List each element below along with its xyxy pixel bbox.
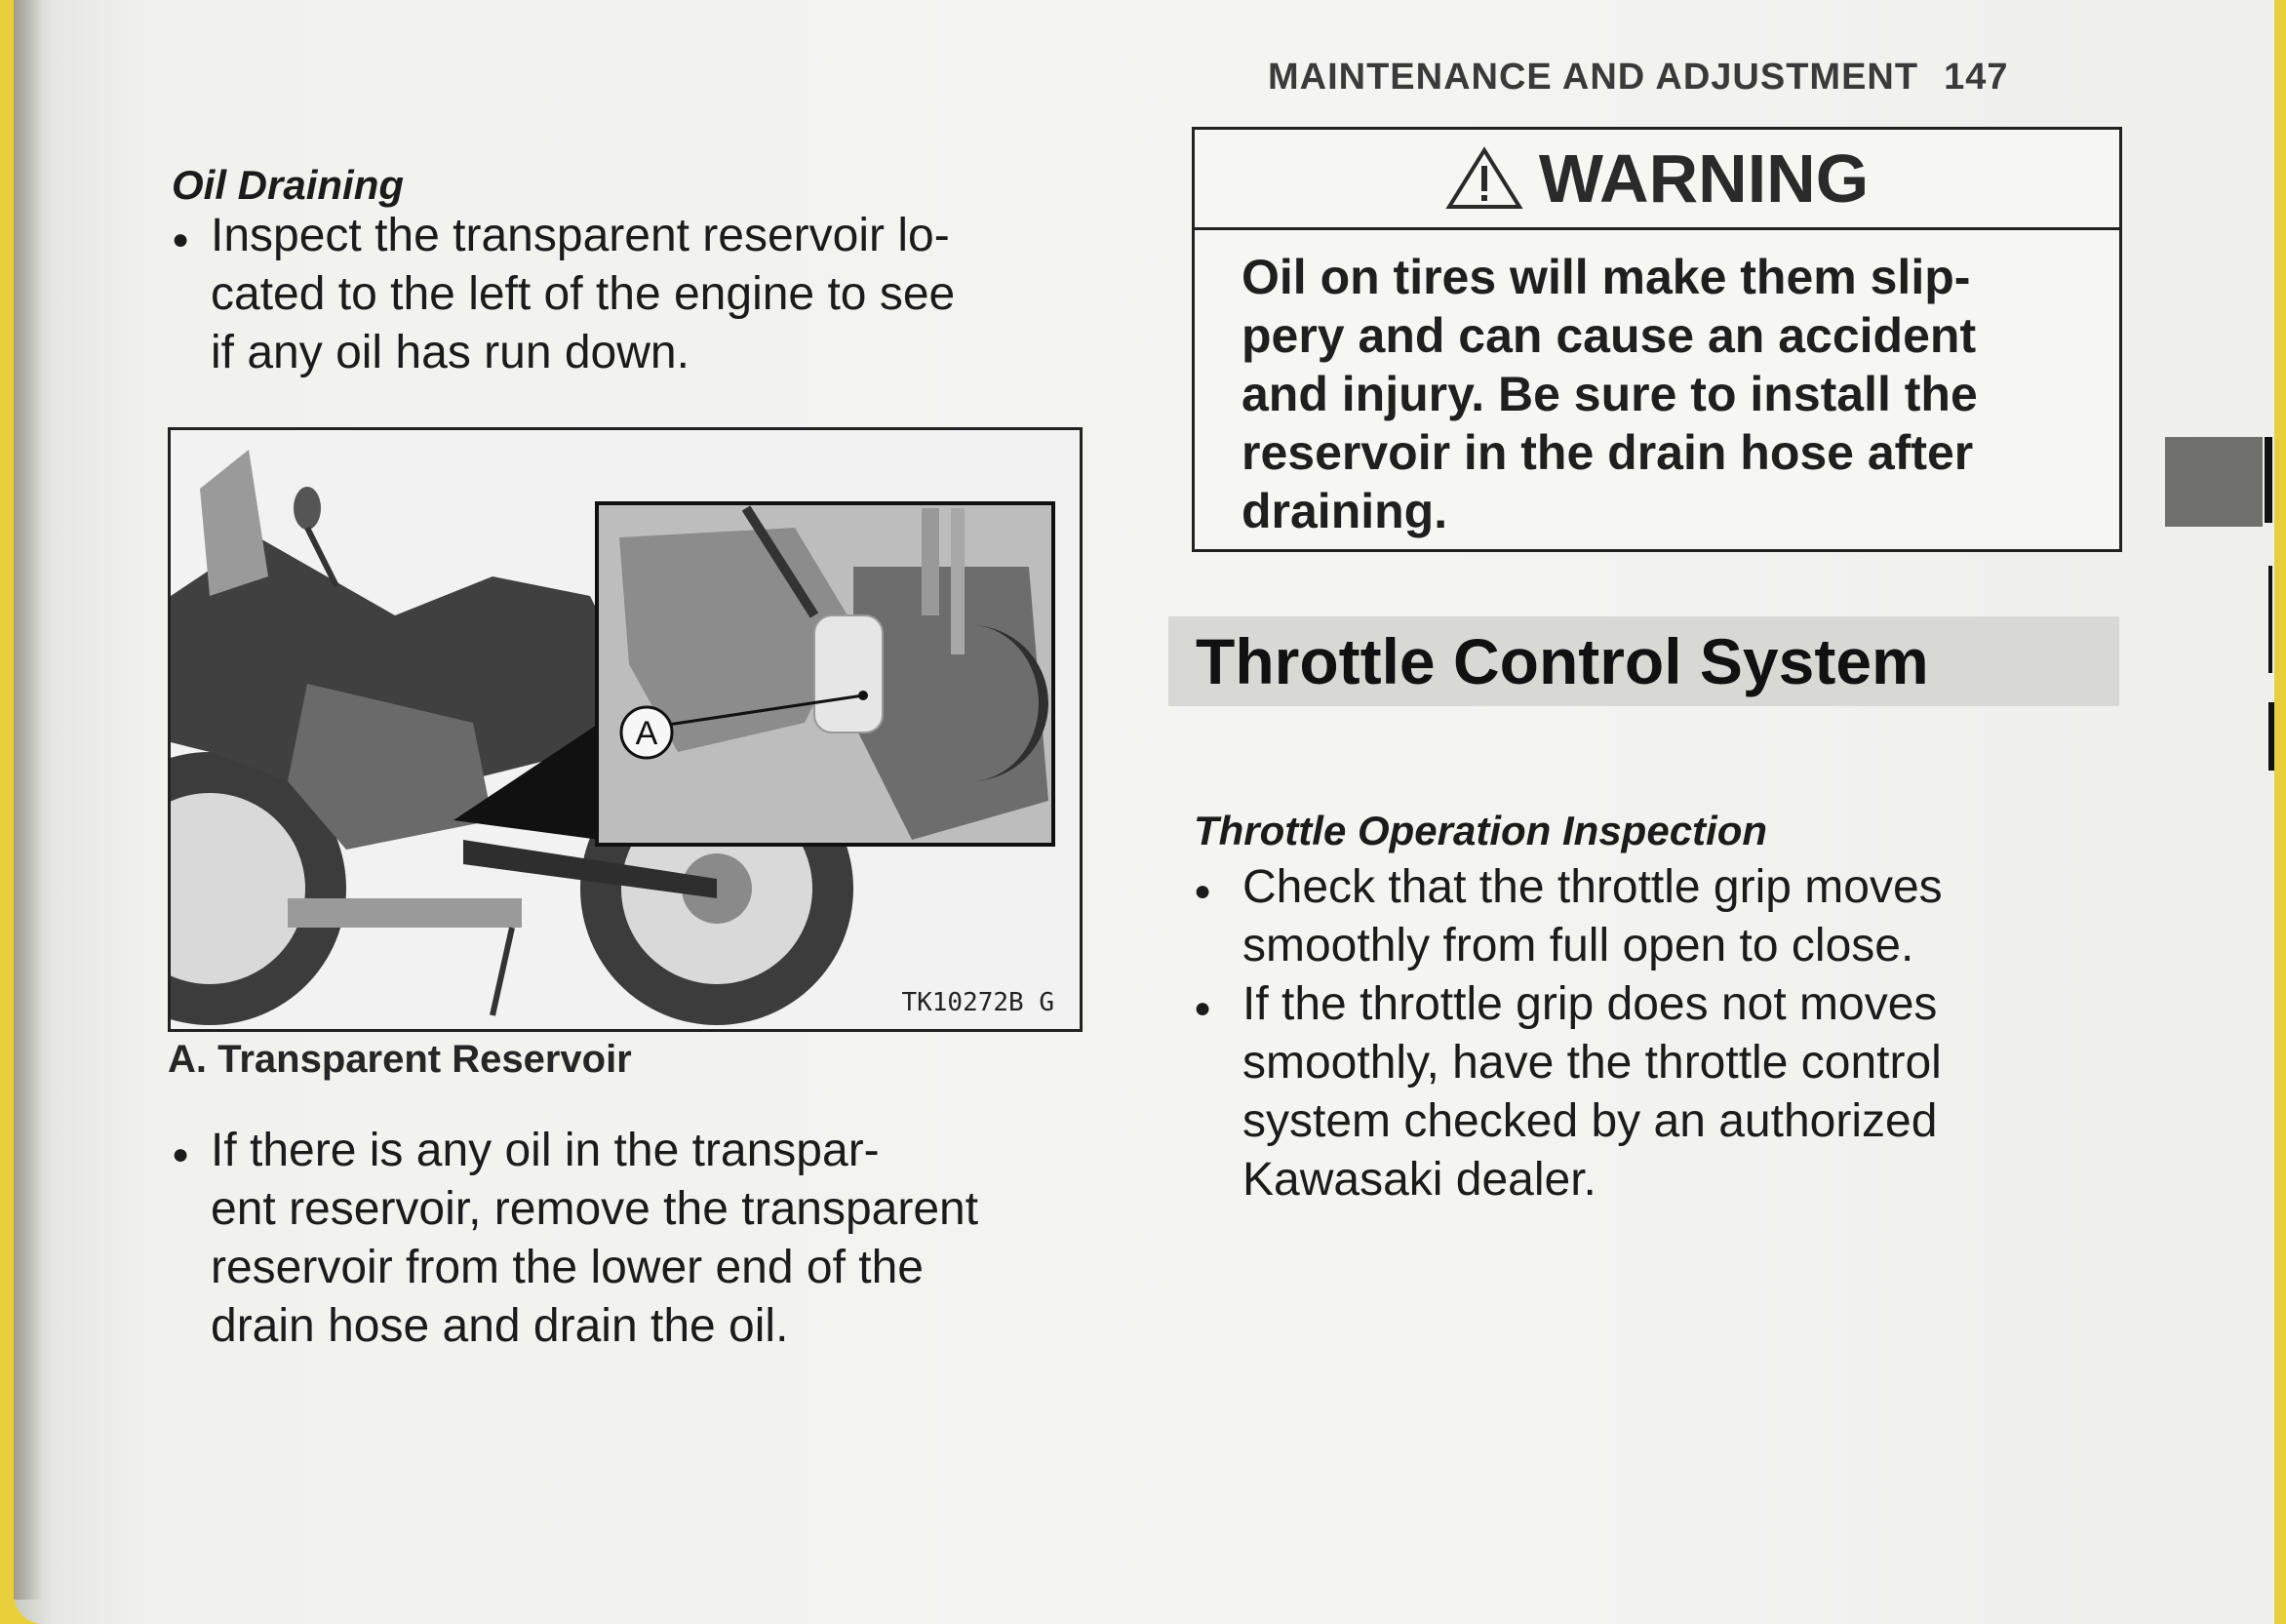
text-line: reservoir in the drain hose after [1242,425,1974,480]
text-line: If the throttle grip does not moves [1242,978,1938,1030]
motorcycle-figure [168,427,1083,1032]
bullet-dot: ● [172,223,190,256]
warning-title: WARNING [1538,140,1870,217]
text-line: smoothly, have the throttle control [1242,1037,1942,1089]
text-line: If there is any oil in the transpar- [211,1125,880,1176]
figure-code: TK10272B G [901,988,1054,1017]
warning-triangle-icon [1445,146,1523,211]
text-line: Oil on tires will make them slip- [1242,250,1971,304]
bullet-dot: ● [172,1138,190,1170]
bullet-dot: ● [1194,992,1212,1024]
text-line: pery and can cause an accident [1242,308,1977,363]
oil-draining-heading: Oil Draining [172,162,405,208]
text-line: Inspect the transparent reservoir lo- [211,210,950,261]
spine-shadow [14,0,43,1600]
text-line: drain hose and drain the oil. [211,1300,789,1352]
text-line: system checked by an authorized [1242,1095,1938,1147]
motorcycle-illustration [171,430,1080,1029]
oil-draining-bullet-1 [211,207,1083,382]
page-edge-mark [2268,702,2274,771]
throttle-bullet-1 [1242,858,2114,975]
callout-label: A [635,715,658,752]
warning-text [1195,230,2119,540]
warning-box [1192,127,2122,552]
text-line: and injury. Be sure to install the [1242,367,1978,421]
page-header [1268,57,2286,99]
text-line: reservoir from the lower end of the [211,1242,924,1293]
throttle-bullet-2 [1242,975,2114,1209]
oil-draining-bullet-2 [211,1122,1083,1356]
figure-caption: A. Transparent Reservoir [168,1038,632,1081]
text-line: cated to the left of the engine to see [211,268,956,320]
thumb-index-edge [2265,437,2272,523]
warning-header [1195,130,2119,230]
section-title: Throttle Control System [1196,625,1929,697]
page-edge-mark [2268,566,2272,673]
bullet-dot: ● [1194,875,1212,907]
text-line: ent reservoir, remove the transparent [211,1183,979,1235]
text-line: smoothly from full open to close. [1242,920,1914,971]
thumb-index-tab [2165,437,2263,527]
text-line: Check that the throttle grip moves [1242,861,1943,913]
text-line: draining. [1242,484,1448,538]
header-title: MAINTENANCE AND ADJUSTMENT [1268,57,1919,98]
throttle-inspection-heading: Throttle Operation Inspection [1194,808,1768,853]
text-line: Kawasaki dealer. [1242,1154,1596,1206]
text-line: if any oil has run down. [211,327,690,378]
page-number: 147 [1944,57,2009,98]
